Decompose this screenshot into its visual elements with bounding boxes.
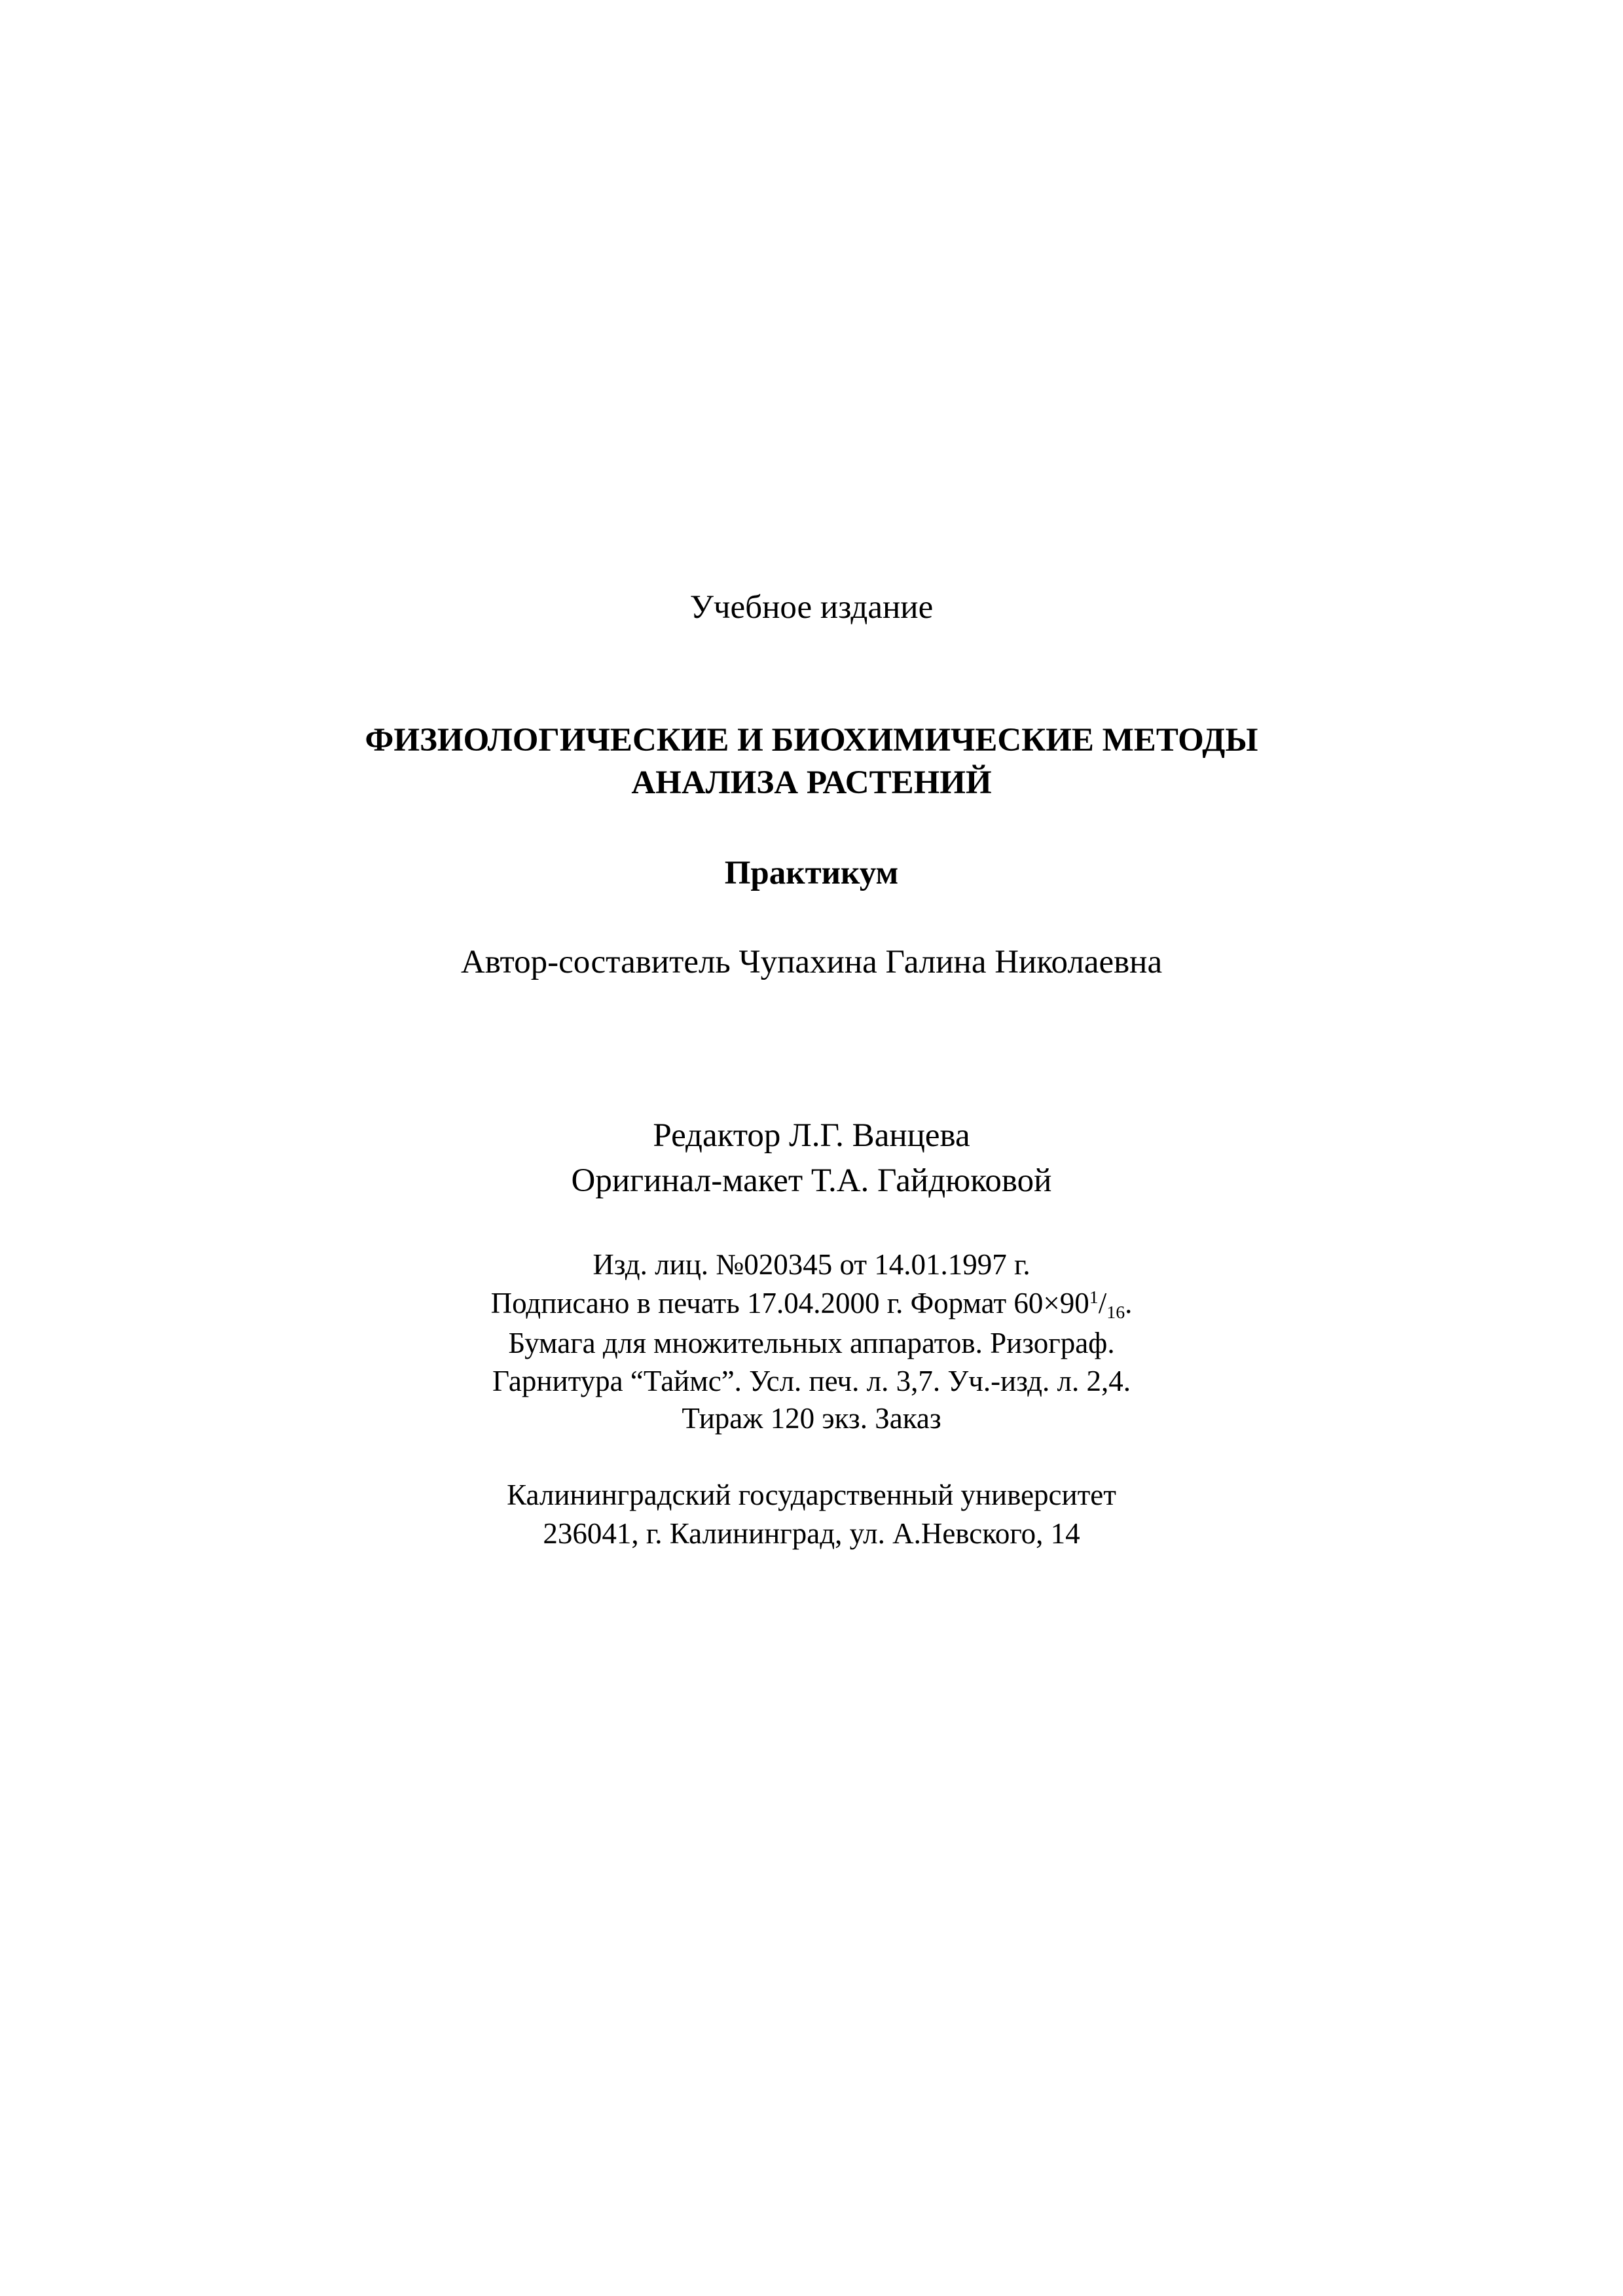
publisher-name: Калининградский государственный университет	[507, 1479, 1116, 1511]
editor-line: Редактор Л.Г. Ванцева	[653, 1117, 970, 1154]
imprint-signed-text: Подписано в печать 17.04.2000 г. Формат 60×90	[490, 1287, 1089, 1319]
title-line-1: ФИЗИОЛОГИЧЕСКИЕ И БИОХИМИЧЕСКИЕ МЕТОДЫ	[365, 722, 1258, 759]
imprint-typeface: Гарнитура “Таймс”. Усл. печ. л. 3,7. Уч.-изд. л. 2,4.	[492, 1365, 1131, 1397]
format-slash: /	[1098, 1287, 1107, 1319]
format-period: .	[1125, 1287, 1133, 1319]
imprint-paper: Бумага для множительных аппаратов. Ризограф.	[508, 1327, 1115, 1359]
subtitle: Практикум	[724, 855, 899, 891]
edition-type: Учебное издание	[689, 589, 934, 626]
imprint-license: Изд. лиц. №020345 от 14.01.1997 г.	[593, 1248, 1030, 1281]
format-subscript: 16	[1106, 1302, 1125, 1323]
imprint-signed-format	[0, 1287, 1623, 1323]
format-superscript: 1	[1089, 1287, 1099, 1308]
layout-credit-line: Оригинал-макет Т.А. Гайдюковой	[571, 1162, 1052, 1199]
publisher-address: 236041, г. Калининград, ул. А.Невского, 14	[543, 1517, 1080, 1550]
author-line: Автор-составитель Чупахина Галина Николаевна	[460, 944, 1163, 980]
title-line-2: АНАЛИЗА РАСТЕНИЙ	[631, 764, 992, 801]
imprint-print-run: Тираж 120 экз. Заказ	[682, 1402, 941, 1435]
